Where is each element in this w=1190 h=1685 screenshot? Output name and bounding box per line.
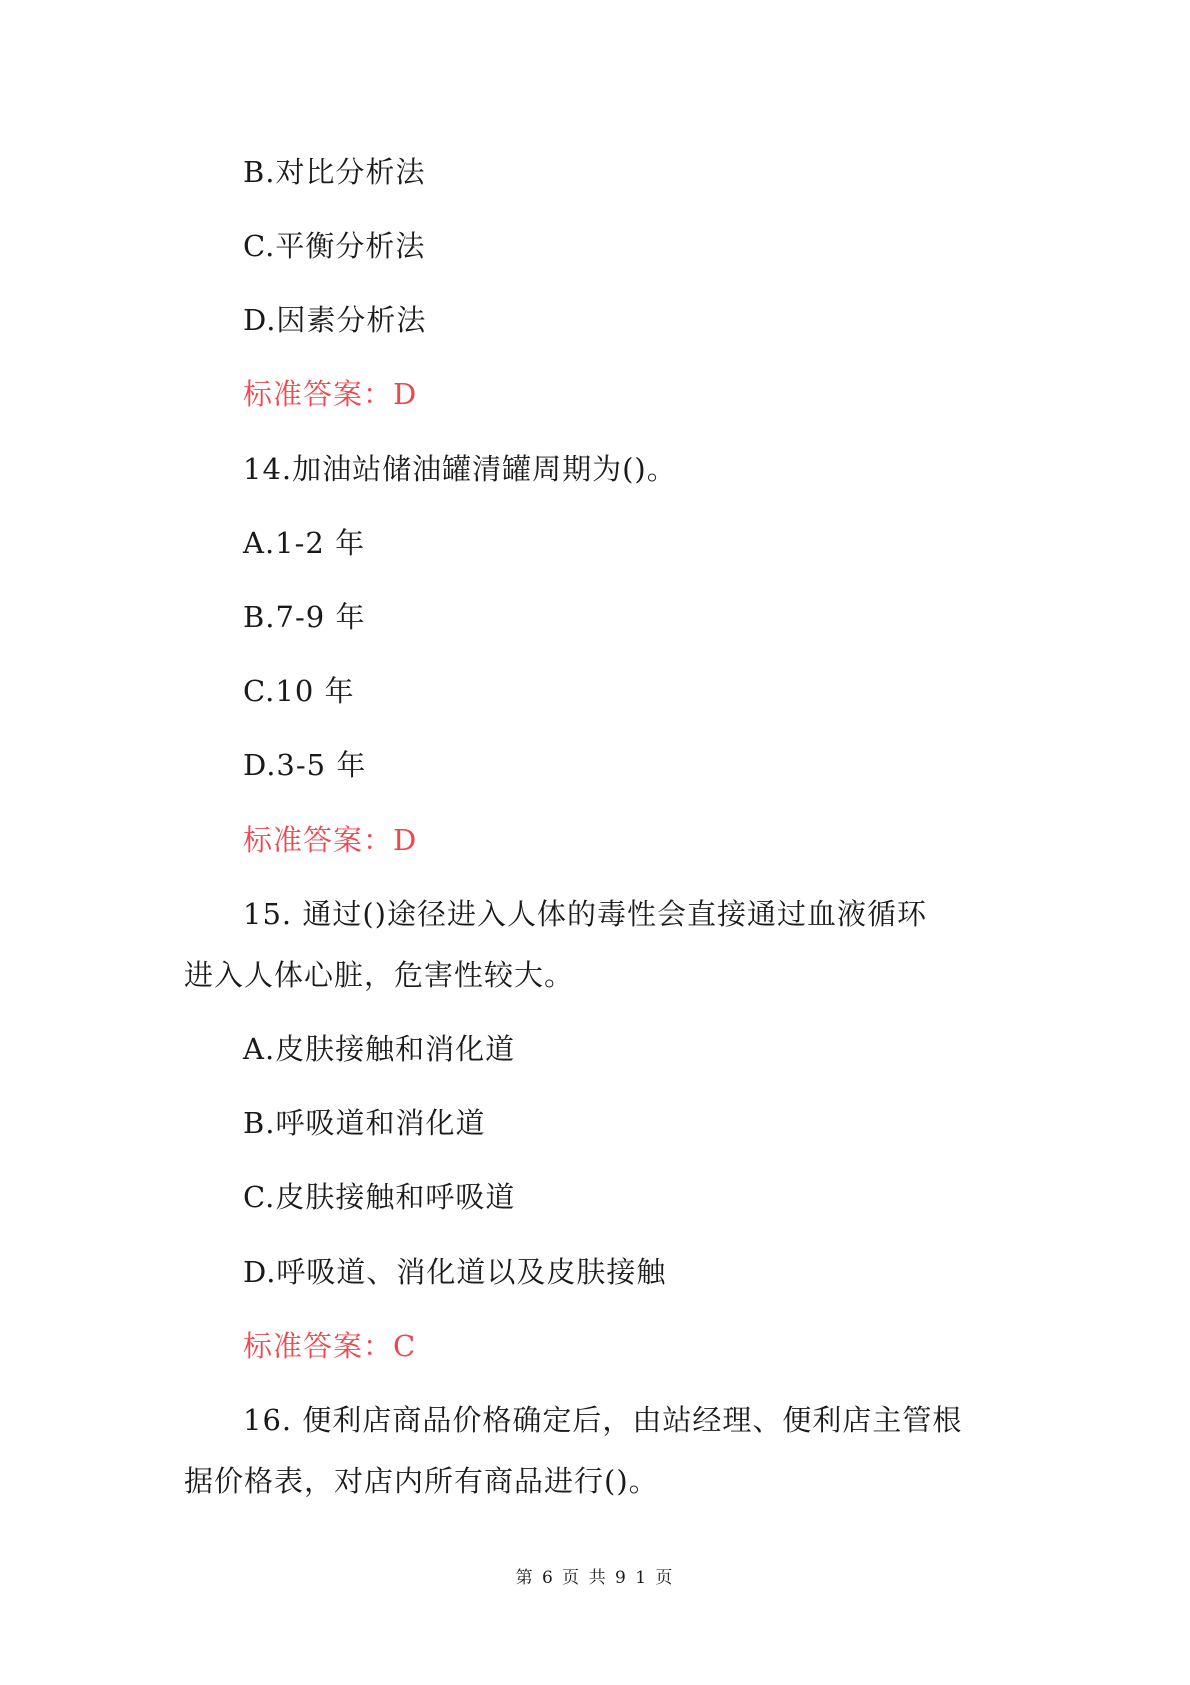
- q15-answer: 标准答案：C: [243, 1329, 417, 1363]
- page-footer: 第 6 页 共 9 1 页: [515, 1568, 675, 1588]
- q13-option-c: C.平衡分析法: [243, 229, 426, 263]
- q15-option-d: D.呼吸道、消化道以及皮肤接触: [243, 1255, 667, 1289]
- q16-question-line2: 据价格表，对店内所有商品进行()。: [184, 1464, 659, 1498]
- q13-answer: 标准答案：D: [243, 377, 418, 411]
- q15-option-c: C.皮肤接触和呼吸道: [243, 1180, 516, 1214]
- q15-question-line2: 进入人体心脏，危害性较大。: [184, 958, 575, 992]
- q14-answer: 标准答案：D: [243, 823, 418, 857]
- q13-option-d: D.因素分析法: [243, 303, 427, 337]
- q13-option-b: B.对比分析法: [243, 155, 426, 189]
- q14-option-d: D.3-5 年: [243, 748, 367, 782]
- q15-question-line1: 15. 通过()途径进入人体的毒性会直接通过血液循环: [243, 897, 927, 931]
- q14-option-b: B.7-9 年: [243, 600, 366, 634]
- q14-question: 14.加油站储油罐清罐周期为()。: [243, 452, 677, 486]
- q15-option-b: B.呼吸道和消化道: [243, 1106, 486, 1140]
- q14-option-c: C.10 年: [243, 674, 355, 708]
- q14-option-a: A.1-2 年: [243, 526, 366, 560]
- q16-question-line1: 16. 便利店商品价格确定后，由站经理、便利店主管根: [243, 1403, 963, 1437]
- q15-option-a: A.皮肤接触和消化道: [243, 1032, 516, 1066]
